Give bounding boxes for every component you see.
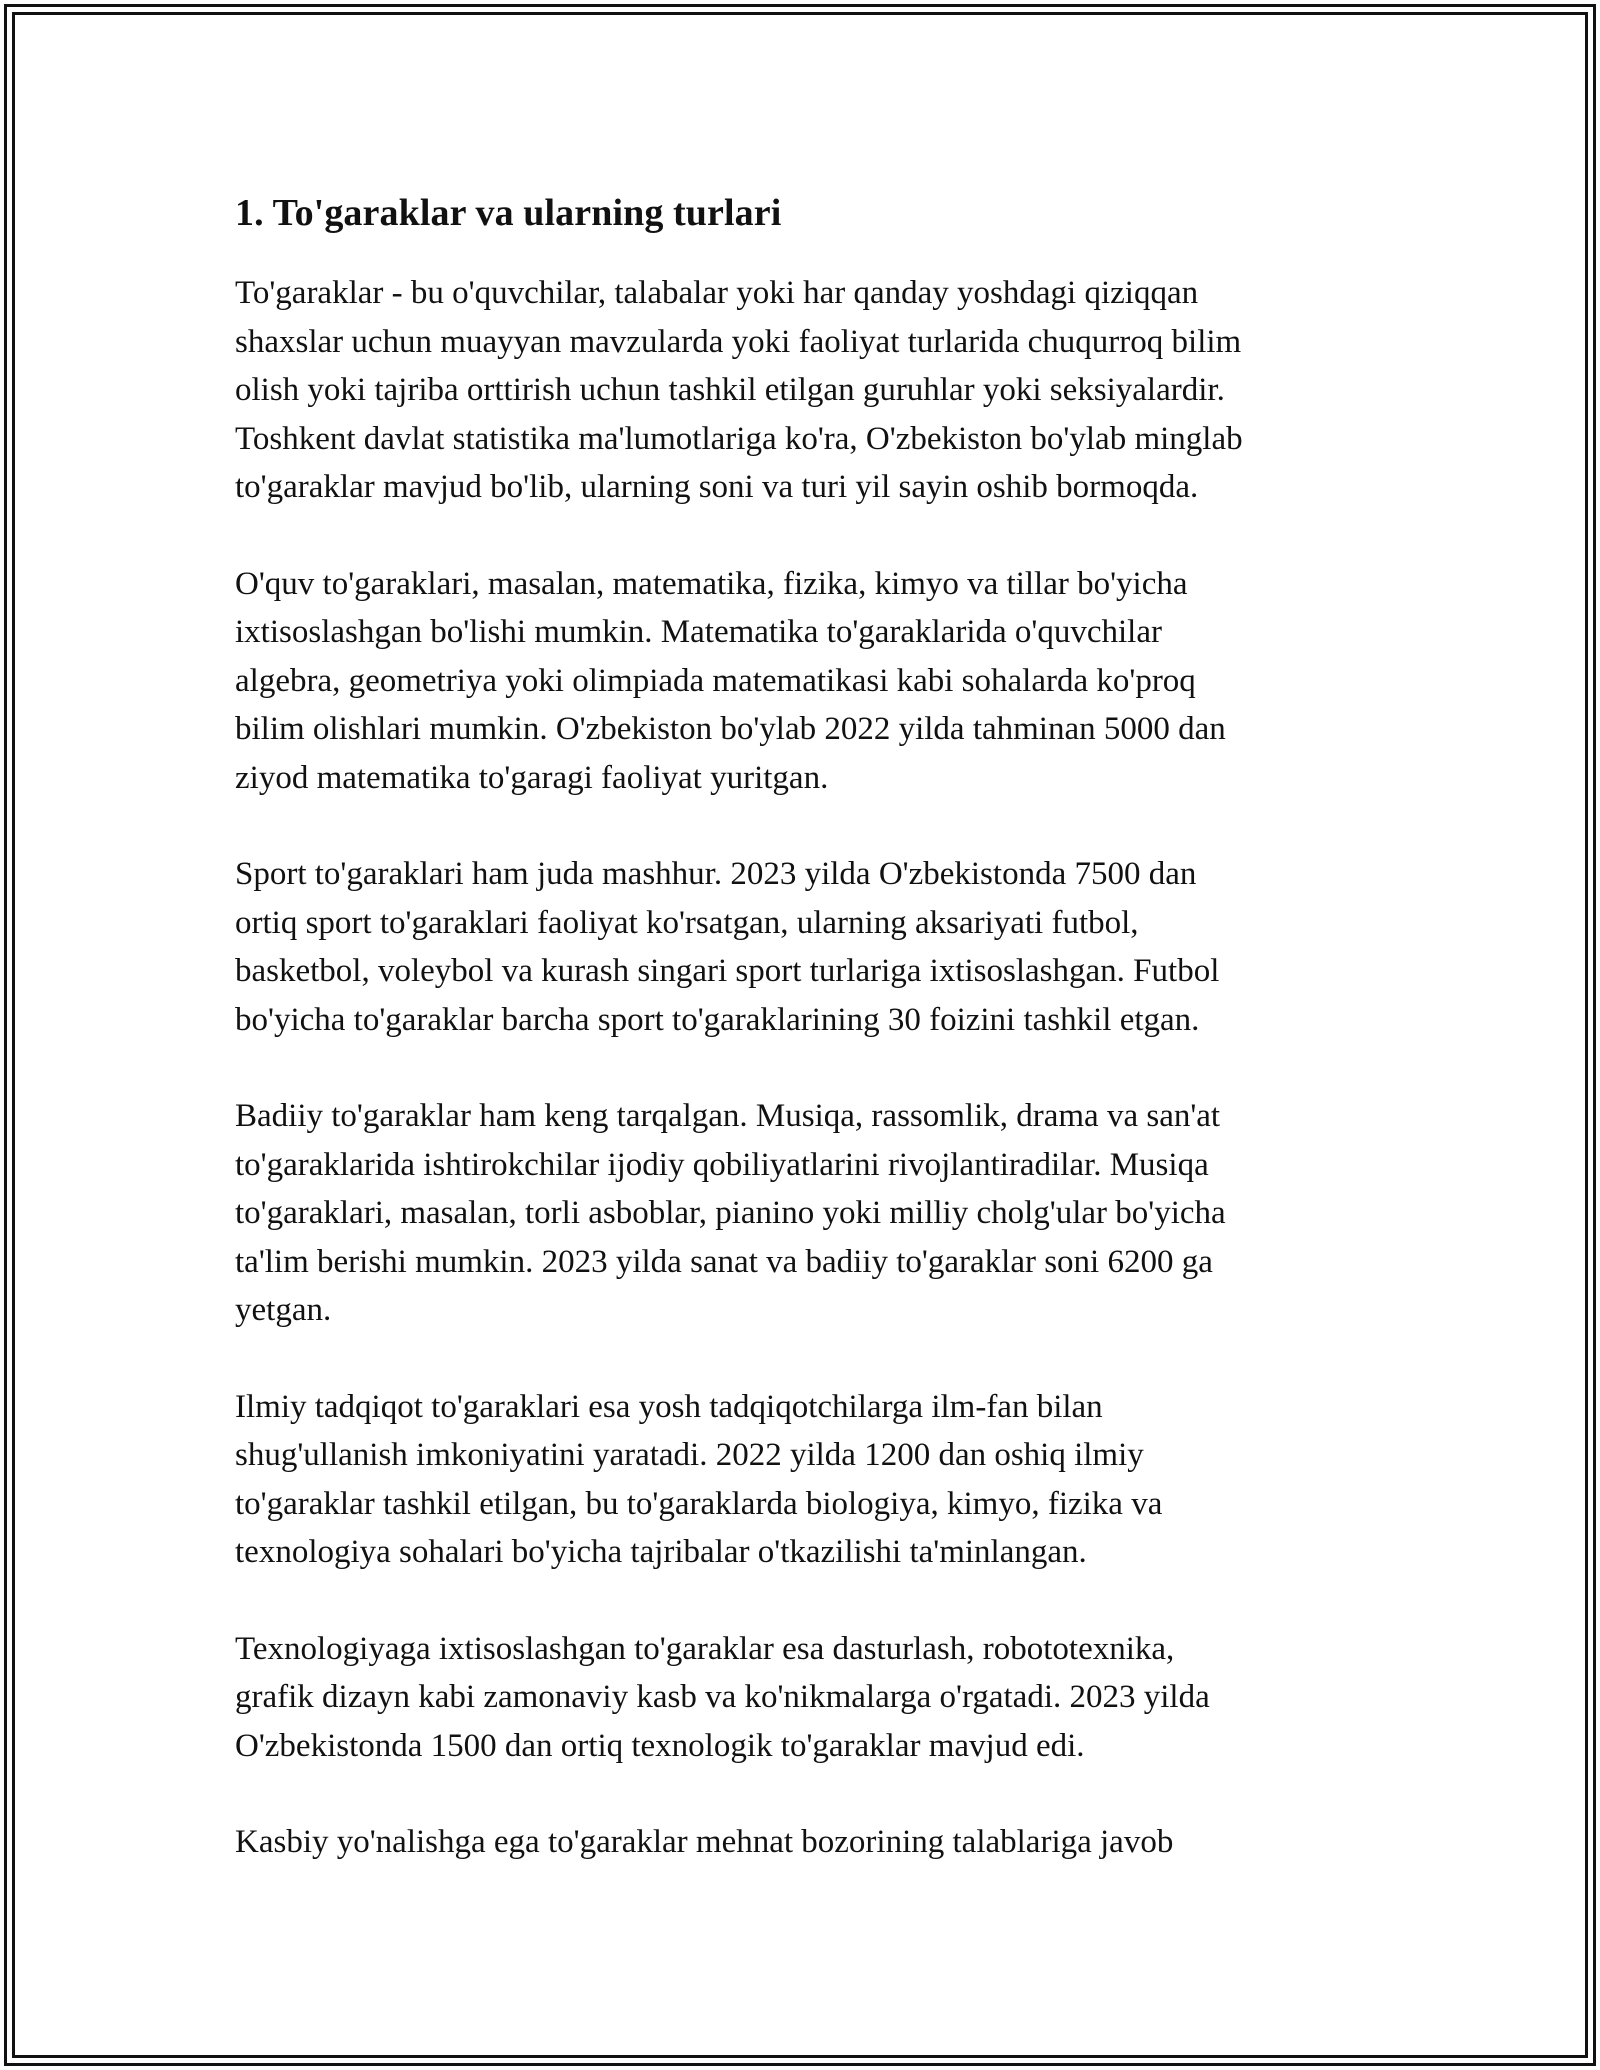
paragraph-technology-clubs: Texnologiyaga ixtisoslashgan to'garaklar esa dasturlash, robototexnika, grafik dizayn kabi zamonaviy kasb va ko'nikmalarga o'rgatadi. 2023 yilda O'zbekistonda 1500 dan ortiq texnologik to'garaklar mavjud edi. [235,1630,1210,1764]
paragraph-vocational-clubs: Kasbiy yo'nalishga ega to'garaklar mehnat bozorining talablariga javob [235,1824,1174,1860]
document-body [235,188,1370,1915]
paragraph-definition: To'garaklar - bu o'quvchilar, talabalar yoki har qanday yoshdagi qiziqqan shaxslar uchun muayyan mavzularda yoki faoliyat turlarida chuqurroq bilim olish yoki tajriba orttirish uchun tashkil etilgan guruhlar yoki seksiyalardir. Toshkent davlat statistika ma'lumotlariga ko'ra, O'zbekiston bo'ylab minglab to'garaklar mavjud bo'lib, ularning soni va turi yil sayin oshib bormoqda. [235,275,1243,505]
paragraph-art-clubs: Badiiy to'garaklar ham keng tarqalgan. Musiqa, rassomlik, drama va san'at to'garaklarida ishtirokchilar ijodiy qobiliyatlarini rivojlantiradilar. Musiqa to'garaklari, masalan, torli asboblar, pianino yoki milliy cholg'ular bo'yicha ta'lim berishi mumkin. 2023 yilda sanat va badiiy to'garaklar soni 6200 ga yetgan. [235,1098,1226,1328]
paragraph-academic-clubs: O'quv to'garaklari, masalan, matematika, fizika, kimyo va tillar bo'yicha ixtisoslashgan bo'lishi mumkin. Matematika to'garaklarida o'quvchilar algebra, geometriya yoki olimpiada matematikasi kabi sohalarda ko'proq bilim olishlari mumkin. O'zbekiston bo'ylab 2022 yilda tahminan 5000 dan ziyod matematika to'garagi faoliyat yuritgan. [235,565,1226,796]
paragraph-research-clubs: Ilmiy tadqiqot to'garaklari esa yosh tadqiqotchilarga ilm-fan bilan shug'ullanish imkoniyatini yaratadi. 2022 yilda 1200 dan oshiq ilmiy to'garaklar tashkil etilgan, bu to'garaklarda biologiya, kimyo, fizika va texnologiya sohalari bo'yicha tajribalar o'tkazilishi ta'minlangan. [235,1388,1163,1570]
section-heading: 1. To'garaklar va ularning turlari [235,192,782,234]
paragraph-sport-clubs: Sport to'garaklari ham juda mashhur. 2023 yilda O'zbekistonda 7500 dan ortiq sport to'garaklari faoliyat ko'rsatgan, ularning aksariyati futbol, basketbol, voleybol va kurash singari sport turlariga ixtisoslashgan. Futbol bo'yicha to'garaklar barcha sport to'garaklarining 30 foizini tashkil etgan. [235,856,1220,1038]
